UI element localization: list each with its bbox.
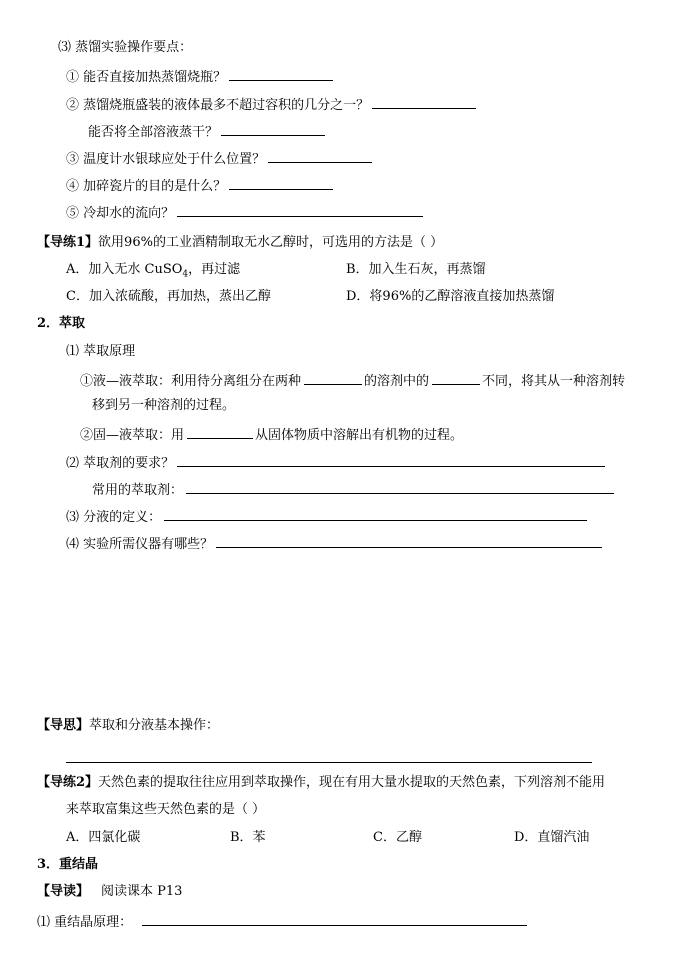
question-line xyxy=(66,149,372,168)
liquid-liquid-line-cont: 移到另一种溶剂的过程。 xyxy=(92,398,236,413)
question-line xyxy=(66,67,333,86)
answer-blank[interactable] xyxy=(372,95,476,109)
option-a[interactable]: A．加入无水 CuSO$_4$，再过滤 xyxy=(66,262,241,280)
practice-tag: 【导练1】 xyxy=(37,235,99,250)
answer-blank[interactable] xyxy=(229,176,333,190)
answer-blank[interactable] xyxy=(229,67,333,81)
practice-stem-text: 欲用96%的工业酒精制取无水乙醇时，可选用的方法是（ ） xyxy=(98,235,444,250)
answer-blank[interactable] xyxy=(164,507,587,521)
option-b[interactable]: B．苯 xyxy=(230,830,266,845)
answer-blank[interactable] xyxy=(186,480,614,494)
solid-liquid-line: ②固—液萃取：用 从固体物质中溶解出有机物的过程。 xyxy=(80,425,463,444)
extraction-principle: ⑴ 萃取原理 xyxy=(66,344,136,359)
question-text: ② 蒸馏烧瓶盛装的液体最多不超过容积的几分之一？ xyxy=(66,98,370,113)
answer-blank[interactable] xyxy=(432,371,480,385)
question-line xyxy=(66,95,476,114)
answer-blank[interactable] xyxy=(177,203,423,217)
option-c[interactable]: C．乙醇 xyxy=(373,830,422,845)
extraction-heading: 2．萃取 xyxy=(37,316,86,331)
answer-blank[interactable] xyxy=(221,122,325,136)
guide-tag: 【导读】 xyxy=(37,884,90,899)
question-text: ④ 加碎瓷片的目的是什么？ xyxy=(66,179,227,194)
guide-think: 【导思】萃取和分液基本操作： xyxy=(37,718,220,733)
recrystallization-heading: 3．重结晶 xyxy=(37,857,99,872)
question-text: ① 能否直接加热蒸馏烧瓶？ xyxy=(66,70,227,85)
question-line xyxy=(88,122,325,141)
question-text: ⑤ 冷却水的流向？ xyxy=(66,206,175,221)
option-d[interactable]: D．将96%的乙醇溶液直接加热蒸馏 xyxy=(346,289,555,304)
question-text: 能否将全部溶液蒸干？ xyxy=(88,125,219,140)
answer-blank[interactable] xyxy=(216,534,602,548)
practice2-stem-cont: 来萃取富集这些天然色素的是（ ） xyxy=(66,802,266,817)
question-line: 常用的萃取剂： xyxy=(92,480,614,499)
question-line xyxy=(66,203,423,222)
practice1-stem xyxy=(37,235,443,251)
practice-tag: 【导练2】 xyxy=(37,775,99,790)
guide-tag: 【导思】 xyxy=(37,718,90,733)
question-line xyxy=(66,176,333,195)
question-line: ⑶ 分液的定义： xyxy=(66,507,587,526)
option-b[interactable]: B．加入生石灰，再蒸馏 xyxy=(346,262,486,277)
distillation-heading: ⑶ 蒸馏实验操作要点： xyxy=(58,40,193,55)
question-text: ③ 温度计水银球应处于什么位置？ xyxy=(66,152,266,167)
question-line: ⑷ 实验所需仪器有哪些？ xyxy=(66,534,602,553)
answer-blank[interactable] xyxy=(187,425,253,439)
answer-blank[interactable] xyxy=(268,149,372,163)
guide-read: 【导读】 阅读课本 P13 xyxy=(37,884,183,899)
option-d[interactable]: D．直馏汽油 xyxy=(514,830,590,845)
liquid-liquid-line: ①液—液萃取：利用待分离组分在两种 的溶剂中的 不同，将其从一种溶剂转 xyxy=(80,371,625,390)
question-line: ⑴ 重结晶原理： xyxy=(37,912,527,931)
answer-line[interactable] xyxy=(66,762,592,763)
option-c[interactable]: C．加入浓硫酸，再加热，蒸出乙醇 xyxy=(66,289,271,304)
answer-blank[interactable] xyxy=(177,453,605,467)
option-a[interactable]: A．四氯化碳 xyxy=(66,830,141,845)
practice2-stem: 【导练2】天然色素的提取往往应用到萃取操作，现在有用大量水提取的天然色素，下列溶剂不能用 xyxy=(37,775,606,790)
question-line: ⑵ 萃取剂的要求？ xyxy=(66,453,605,472)
answer-blank[interactable] xyxy=(142,912,527,926)
answer-blank[interactable] xyxy=(304,371,362,385)
